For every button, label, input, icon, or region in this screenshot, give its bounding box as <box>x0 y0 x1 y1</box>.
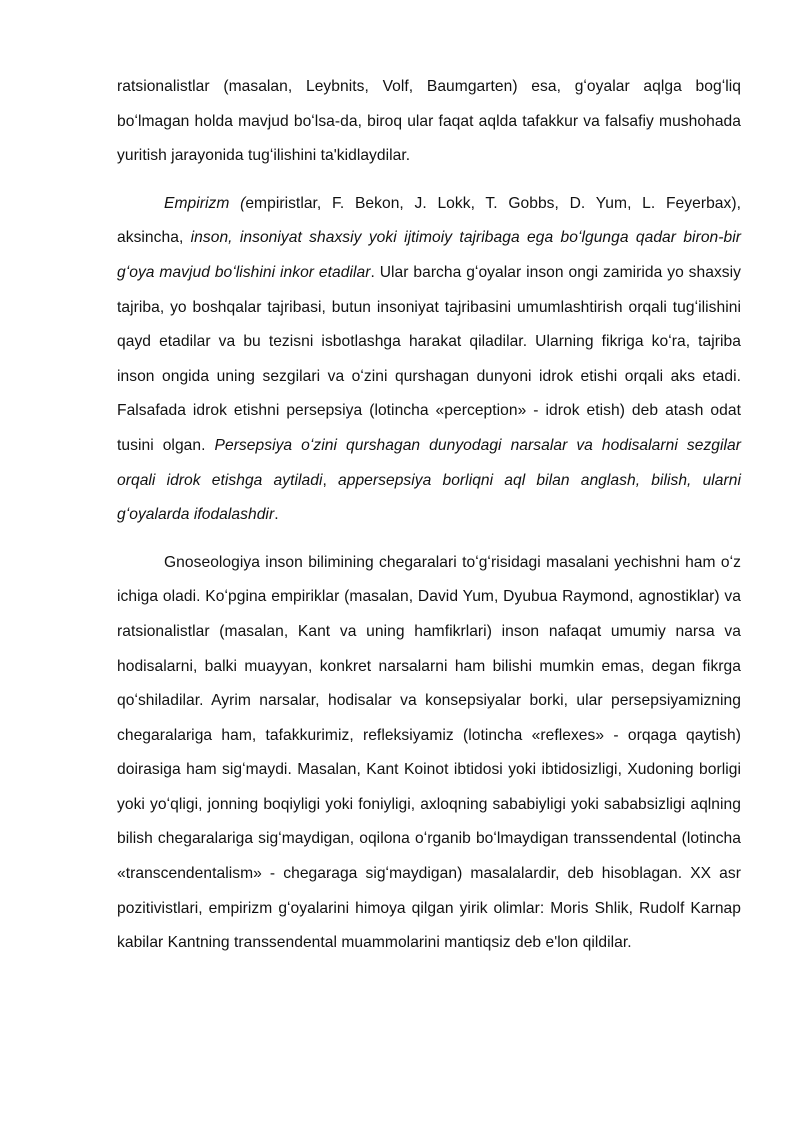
paragraph-text: . <box>274 506 279 524</box>
paragraph-rationalists <box>117 70 741 174</box>
paragraph-empiricism <box>117 187 741 533</box>
paragraph-text: , <box>322 471 338 489</box>
paragraph-text: ratsionalistlar (masalan, Leybnits, Volf, Baumgarten) esa, gʻoyalar aqlga bogʻliq boʻlmagan holda mavjud boʻlsa-da, biroq ular faqat aqlda tafakkur va falsafiy mushohada yuritish jarayonida tugʻilishini ta'kidlaydilar. <box>117 78 741 165</box>
definition-persepsiya: Persepsiya oʻzini qurshagan dunyodagi narsalar va hodisalarni sezgilar orqali idrok etishga aytiladi <box>117 436 742 489</box>
paragraph-gnoseology <box>117 546 741 961</box>
term-empirizm: Empirizm ( <box>164 194 246 212</box>
document-page <box>117 70 741 961</box>
paragraph-text: Gnoseologiya inson bilimining chegaralari toʻgʻrisidagi masalani yechishni ham oʻz ichiga oladi. Koʻpgina empiriklar (masalan, David Yum, Dyubua Raymond, agnostiklar) va ratsionalistlar (masalan, Kant va uning hamfikrlari) inson nafaqat umumiy narsa va hodisalarni, balki muayyan, konkret narsalarni ham bilishi mumkin emas, degan fikrga qoʻshiladilar. Ayrim narsalar, hodisalar va konsepsiyalar borki, ular persepsiyamizning chegaralariga ham, tafakkurimiz, refleksiyamiz (lotincha «reflexes» - orqaga qaytish) doirasiga ham sigʻmaydi. Masalan, Kant Koinot ibtidosi yoki ibtidosizligi, Xudoning borligi yoki yoʻqligi, jonning boqiyligi yoki foniyligi, axloqning sababiyligi yoki sababsizligi aqlning bilish chegaralariga sigʻmaydigan, oqilona oʻrganib boʻlmaydigan transsendental (lotincha «transcendentalism» - chegaraga sigʻmaydigan) masalalardir, deb hisoblagan. XX asr pozitivistlari, empirizm gʻoyalarini himoya qilgan yirik olimlar: Moris Shlik, Rudolf Karnap kabilar Kantning transsendental muammolarini mantiqsiz deb e'lon qildilar. <box>117 553 741 952</box>
paragraph-text: empiristlar, F. Bekon, J. Lokk, T. Gobbs, D. Yum, L. Feyerbax), aksincha, <box>117 194 741 247</box>
definition-appersepsiya: appersepsiya borliqni aql bilan anglash, bilish, ularni gʻoyalarda ifodalashdir <box>117 471 742 524</box>
italic-statement: inson, insoniyat shaxsiy yoki ijtimoiy tajribaga ega boʻlgunga qadar biron-bir gʻoya mavjud boʻlishini inkor etadilar <box>117 229 741 281</box>
paragraph-text: . Ular barcha gʻoyalar inson ongi zamirida yo shaxsiy tajriba, yo boshqalar tajribasi, butun insoniyat tajribasini umumlashtirish orqali tugʻilishini qayd etadilar va bu tezisni isbotlashga harakat qiladilar. Ularning fikriga koʻra, tajriba inson ongida uning sezgilari va oʻzini qurshagan dunyoni idrok etishi orqali aks etadi. Falsafada idrok etishni persepsiya (lotincha «perception» - idrok etish) deb atash odat tusini olgan. <box>117 263 741 454</box>
